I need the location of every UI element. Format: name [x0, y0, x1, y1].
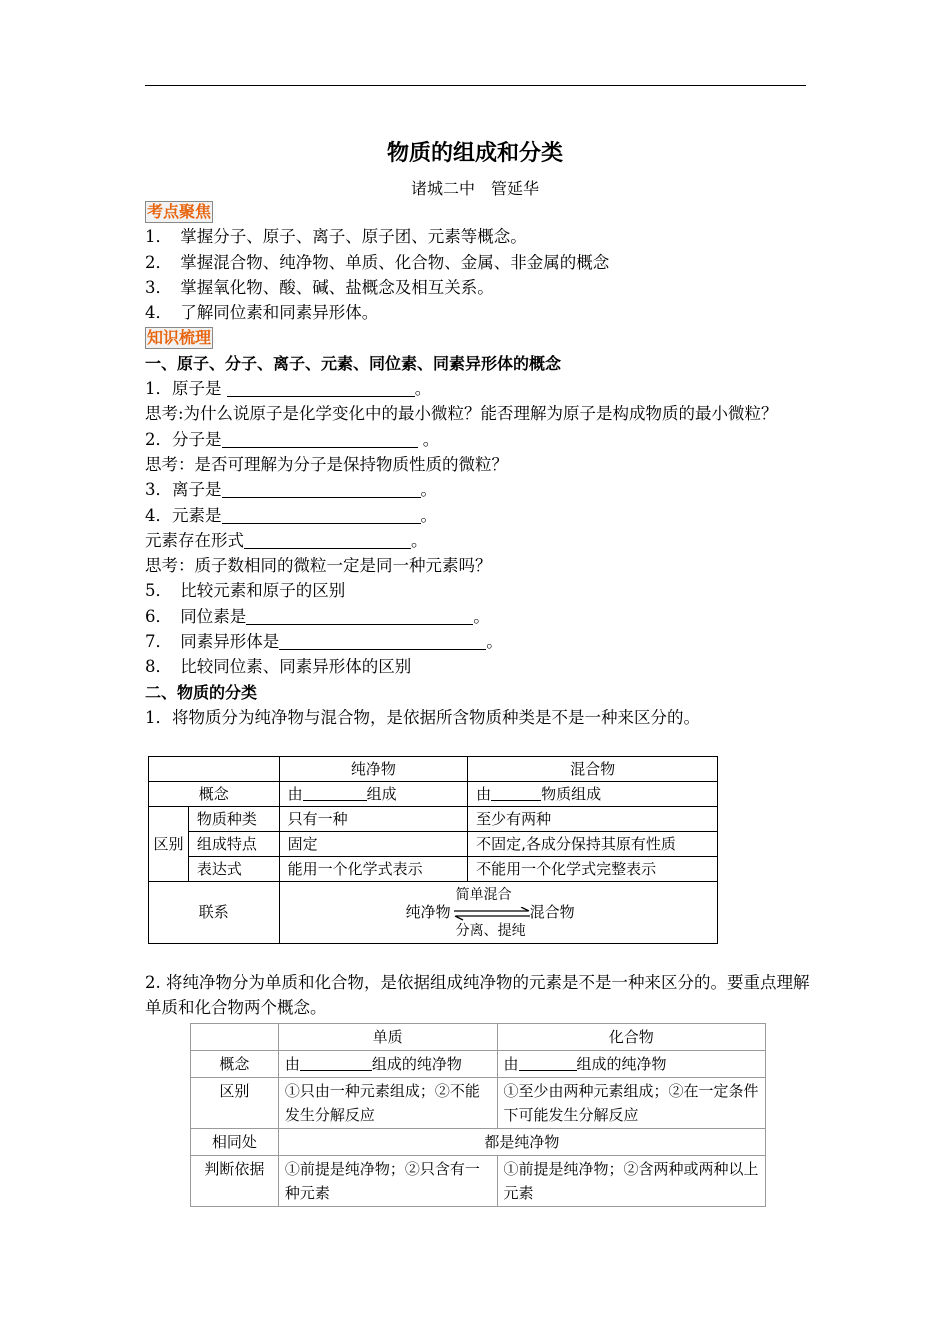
focus-tag: 考点聚焦	[147, 202, 212, 221]
column-header: 单质	[278, 1024, 497, 1051]
table-corner	[191, 1024, 279, 1051]
row-header: 概念	[191, 1051, 279, 1078]
column-header: 纯净物	[279, 757, 468, 782]
isotope-line: 6． 同位素是 。	[145, 606, 490, 626]
table-cell: 至少有两种	[468, 807, 718, 832]
item-8: 8． 比较同位素、同素异形体的区别	[145, 657, 412, 677]
answer-blank[interactable]	[222, 430, 418, 448]
answer-blank[interactable]	[279, 632, 486, 650]
relation-cell	[279, 882, 717, 944]
relation-top-label: 简单混合	[455, 886, 512, 903]
document-author: 诸城二中 管延华	[410, 179, 539, 198]
table-cell: 能用一个化学式表示	[279, 857, 468, 882]
section-heading: 二、物质的分类	[145, 682, 258, 702]
table-cell: 不固定,各成分保持其原有性质	[468, 832, 718, 857]
header-rule	[145, 85, 806, 86]
answer-blank[interactable]	[244, 531, 411, 549]
answer-blank[interactable]	[303, 785, 367, 801]
row-header: 物质种类	[188, 807, 279, 832]
column-header: 混合物	[468, 757, 718, 782]
table-cell: ①前提是纯净物；②含两种或两种以上元素	[497, 1156, 766, 1207]
relation-left-label: 纯净物	[405, 902, 451, 921]
row-header: 联系	[149, 882, 280, 944]
row-header: 相同处	[191, 1129, 279, 1156]
table-cell: 只有一种	[279, 807, 468, 832]
reversible-arrow-icon	[452, 907, 532, 921]
answer-blank[interactable]	[222, 506, 421, 524]
answer-blank[interactable]	[227, 379, 415, 397]
section-heading: 一、原子、分子、离子、元素、同位素、同素异形体的概念	[145, 353, 562, 373]
document-title: 物质的组成和分类	[386, 141, 563, 166]
focus-item: 2． 掌握混合物、纯净物、单质、化合物、金属、非金属的概念	[145, 252, 610, 272]
table-cell: 由 组成的纯净物	[497, 1051, 766, 1078]
element-line: 4．元素是 。	[145, 505, 437, 525]
focus-item: 3． 掌握氧化物、酸、碱、盐概念及相互关系。	[145, 277, 494, 297]
table-cell: 不能用一个化学式完整表示	[468, 857, 718, 882]
table-cell: ①只由一种元素组成；②不能发生分解反应	[278, 1078, 497, 1129]
row-header: 表达式	[188, 857, 279, 882]
focus-item: 4． 了解同位素和同素异形体。	[145, 303, 379, 323]
relation-diagram	[280, 883, 717, 943]
row-header: 判断依据	[191, 1156, 279, 1207]
table-corner	[149, 757, 280, 782]
answer-blank[interactable]	[246, 607, 473, 625]
classification-item-1: 1．将物质分为纯净物与混合物，是依据所含物质种类是不是一种来区分的。	[145, 707, 700, 727]
row-group-header: 区别	[149, 807, 189, 882]
item-5: 5． 比较元素和原子的区别	[145, 581, 346, 601]
relation-right-label: 混合物	[529, 902, 575, 921]
molecule-line: 2．分子是 。	[145, 429, 440, 449]
allotrope-line: 7． 同素异形体是 。	[145, 632, 503, 652]
pure-vs-mixture-table	[148, 756, 718, 944]
atom-think: 思考:为什么说原子是化学变化中的最小微粒？能否理解为原子是构成物质的最小微粒？	[145, 404, 778, 424]
answer-blank[interactable]	[491, 785, 541, 801]
element-think: 思考：质子数相同的微粒一定是同一种元素吗？	[145, 556, 492, 576]
column-header: 化合物	[497, 1024, 766, 1051]
classification-item-2: 2. 将纯净物分为单质和化合物，是依据组成纯净物的元素是不是一种来区分的。要重点理解单质和化合物两个概念。	[145, 973, 810, 1018]
molecule-think: 思考：是否可理解为分子是保持物质性质的微粒？	[145, 454, 508, 474]
table-cell: ①至少由两种元素组成；②在一定条件下可能发生分解反应	[497, 1078, 766, 1129]
element-form-line: 元素存在形式 。	[145, 530, 428, 550]
table-cell: 由 物质组成	[468, 782, 718, 807]
focus-item: 1． 掌握分子、原子、离子、原子团、元素等概念。	[145, 227, 527, 247]
answer-blank[interactable]	[222, 480, 421, 498]
row-header: 概念	[149, 782, 280, 807]
answer-blank[interactable]	[519, 1055, 577, 1071]
review-tag: 知识梳理	[147, 328, 212, 348]
ion-line: 3．离子是 。	[145, 480, 437, 500]
table-cell: 由 组成	[279, 782, 468, 807]
document-body	[145, 199, 810, 730]
row-header: 区别	[191, 1078, 279, 1129]
relation-bottom-label: 分离、提纯	[455, 922, 526, 939]
row-header: 组成特点	[188, 832, 279, 857]
atom-line: 1．原子是 。	[145, 379, 432, 399]
answer-blank[interactable]	[300, 1055, 372, 1071]
table-cell: 由 组成的纯净物	[278, 1051, 497, 1078]
table-cell: 都是纯净物	[278, 1129, 765, 1156]
table-cell: ①前提是纯净物；②只含有一种元素	[278, 1156, 497, 1207]
table-cell: 固定	[279, 832, 468, 857]
element-vs-compound-table	[190, 1023, 766, 1207]
